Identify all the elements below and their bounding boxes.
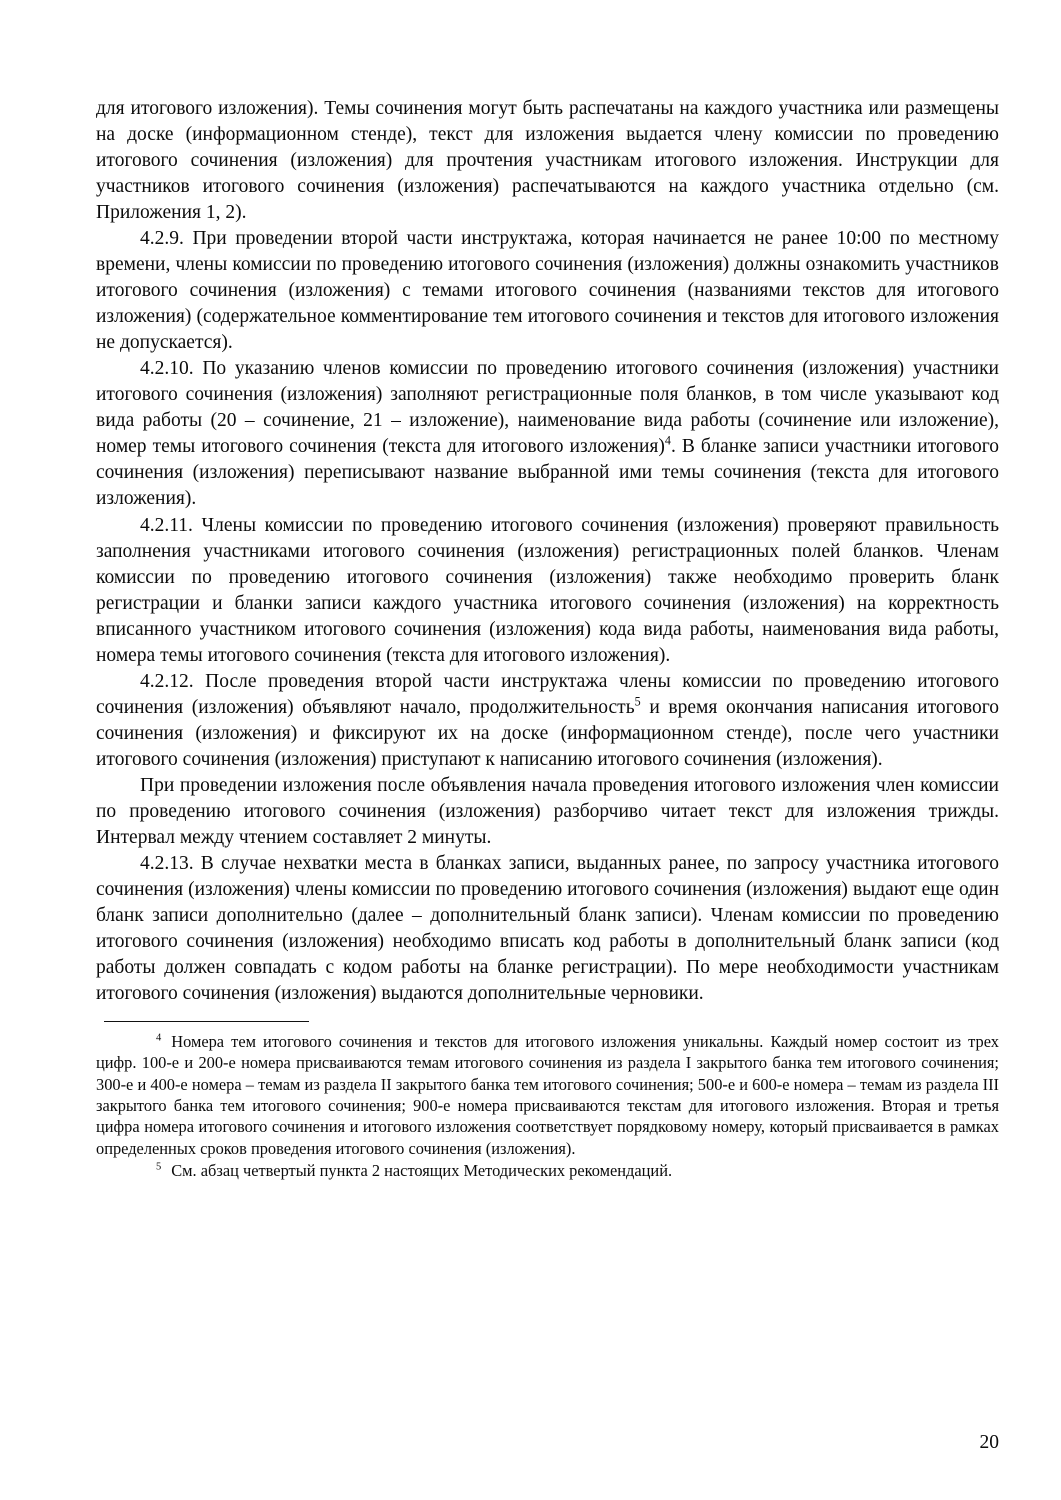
paragraph-4-2-9: 4.2.9. При проведении второй части инструктажа, которая начинается не ранее 10:00 по местному времени, члены комиссии по проведению итогового сочинения (изложения) должны ознакомить участников итогового сочинения (изложения) с темами итогового сочинения (названиями текстов для итогового изложения) (содержательное комментирование тем итогового сочинения и текстов для итогового изложения не допускается). bbox=[96, 228, 999, 354]
paragraph-4-2-10-text-after: . В бланке записи участники итогового сочинения (изложения) переписывают название выбранной ими темы сочинения (текста для итогового изложения). bbox=[96, 436, 999, 510]
paragraph-4-2-13: 4.2.13. В случае нехватки места в бланках записи, выданных ранее, по запросу участника итогового сочинения (изложения) члены комиссии по проведению итогового сочинения (изложения) выдают еще один бланк записи дополнительно (далее – дополнительный бланк записи). Членам комиссии по проведению итогового сочинения (изложения) необходимо вписать код работы в дополнительный бланк записи (код работы должен совпадать с кодом работы на бланке регистрации). По мере необходимости участникам итогового сочинения (изложения) выдаются дополнительные черновики. bbox=[96, 852, 999, 1005]
paragraph-4-2-12 bbox=[96, 669, 999, 773]
paragraph-4-2-12-text-after: и время окончания написания итогового сочинения (изложения) и фиксируют их на доске (информационном стенде), после чего участники итогового сочинения (изложения) приступают к написанию итогового сочинения (изложения). bbox=[96, 696, 999, 770]
footnote-5-text: См. абзац четвертый пункта 2 настоящих Методических рекомендаций. bbox=[171, 1161, 673, 1181]
footnote-ref-5: 5 bbox=[634, 694, 641, 709]
footnote-4-mark: 4 bbox=[156, 1032, 162, 1044]
document-body bbox=[96, 96, 999, 1007]
paragraph-4-2-10-text: 4.2.10. По указанию членов комиссии по проведению итогового сочинения (изложения) участники итогового сочинения (изложения) заполняют регистрационные поля бланков, в том числе указывают код вида работы (20 – сочинение, 21 – изложение), наименование вида работы (сочинение или изложение), номер темы итогового сочинения (текста для итогового изложения) bbox=[96, 358, 999, 458]
paragraph-izlozhenie: При проведении изложения после объявления начала проведения итогового изложения член комиссии по проведению итогового сочинения (изложения) разборчиво читает текст для изложения трижды. Интервал между чтением составляет 2 минуты. bbox=[96, 774, 999, 848]
footnote-5-mark: 5 bbox=[156, 1161, 162, 1173]
footnote-5 bbox=[96, 1160, 999, 1181]
paragraph-continued: для итогового изложения). Темы сочинения могут быть распечатаны на каждого участника или размещены на доске (информационном стенде), текст для изложения выдается члену комиссии по проведению итогового сочинения (изложения) для прочтения участникам итогового изложения. Инструкции для участников итогового сочинения (изложения) распечатываются на каждого участника отдельно (см. Приложения 1, 2). bbox=[96, 98, 999, 224]
footnotes-section bbox=[96, 1031, 999, 1181]
footnote-ref-4: 4 bbox=[664, 433, 671, 448]
paragraph-4-2-10 bbox=[96, 356, 999, 512]
footnote-4 bbox=[96, 1031, 999, 1159]
page-number: 20 bbox=[979, 1432, 999, 1453]
footnote-4-text: Номера тем итогового сочинения и текстов для итогового изложения уникальны. Каждый номер состоит из трех цифр. 100-е и 200-е номера присваиваются темам итогового сочинения из раздела I закрытого банка тем итогового сочинения; 300-е и 400-е номера – темам из раздела II закрытого банка тем итогового сочинения; 500-е и 600-е номера – темам из раздела III закрытого банка тем итогового сочинения; 900-е номера присваиваются текстам для итогового изложения. Вторая и третья цифра номера итогового сочинения и итогового изложения соответствует порядковому номеру, который присваивается в рамках определенных сроков проведения итогового сочинения (изложения). bbox=[96, 1032, 999, 1158]
footnote-separator bbox=[104, 1021, 309, 1022]
paragraph-4-2-11: 4.2.11. Члены комиссии по проведению итогового сочинения (изложения) проверяют правильность заполнения участниками итогового сочинения (изложения) регистрационных полей бланков. Членам комиссии по проведению итогового сочинения (изложения) также необходимо проверить бланк регистрации и бланки записи каждого участника итогового сочинения (изложения) на корректность вписанного участником итогового сочинения (изложения) кода вида работы, наименования вида работы, номера темы итогового сочинения (текста для итогового изложения). bbox=[96, 514, 999, 666]
paragraph-4-2-12-text: 4.2.12. После проведения второй части инструктажа члены комиссии по проведению итогового сочинения (изложения) объявляют начало, продолжительность bbox=[96, 670, 999, 718]
